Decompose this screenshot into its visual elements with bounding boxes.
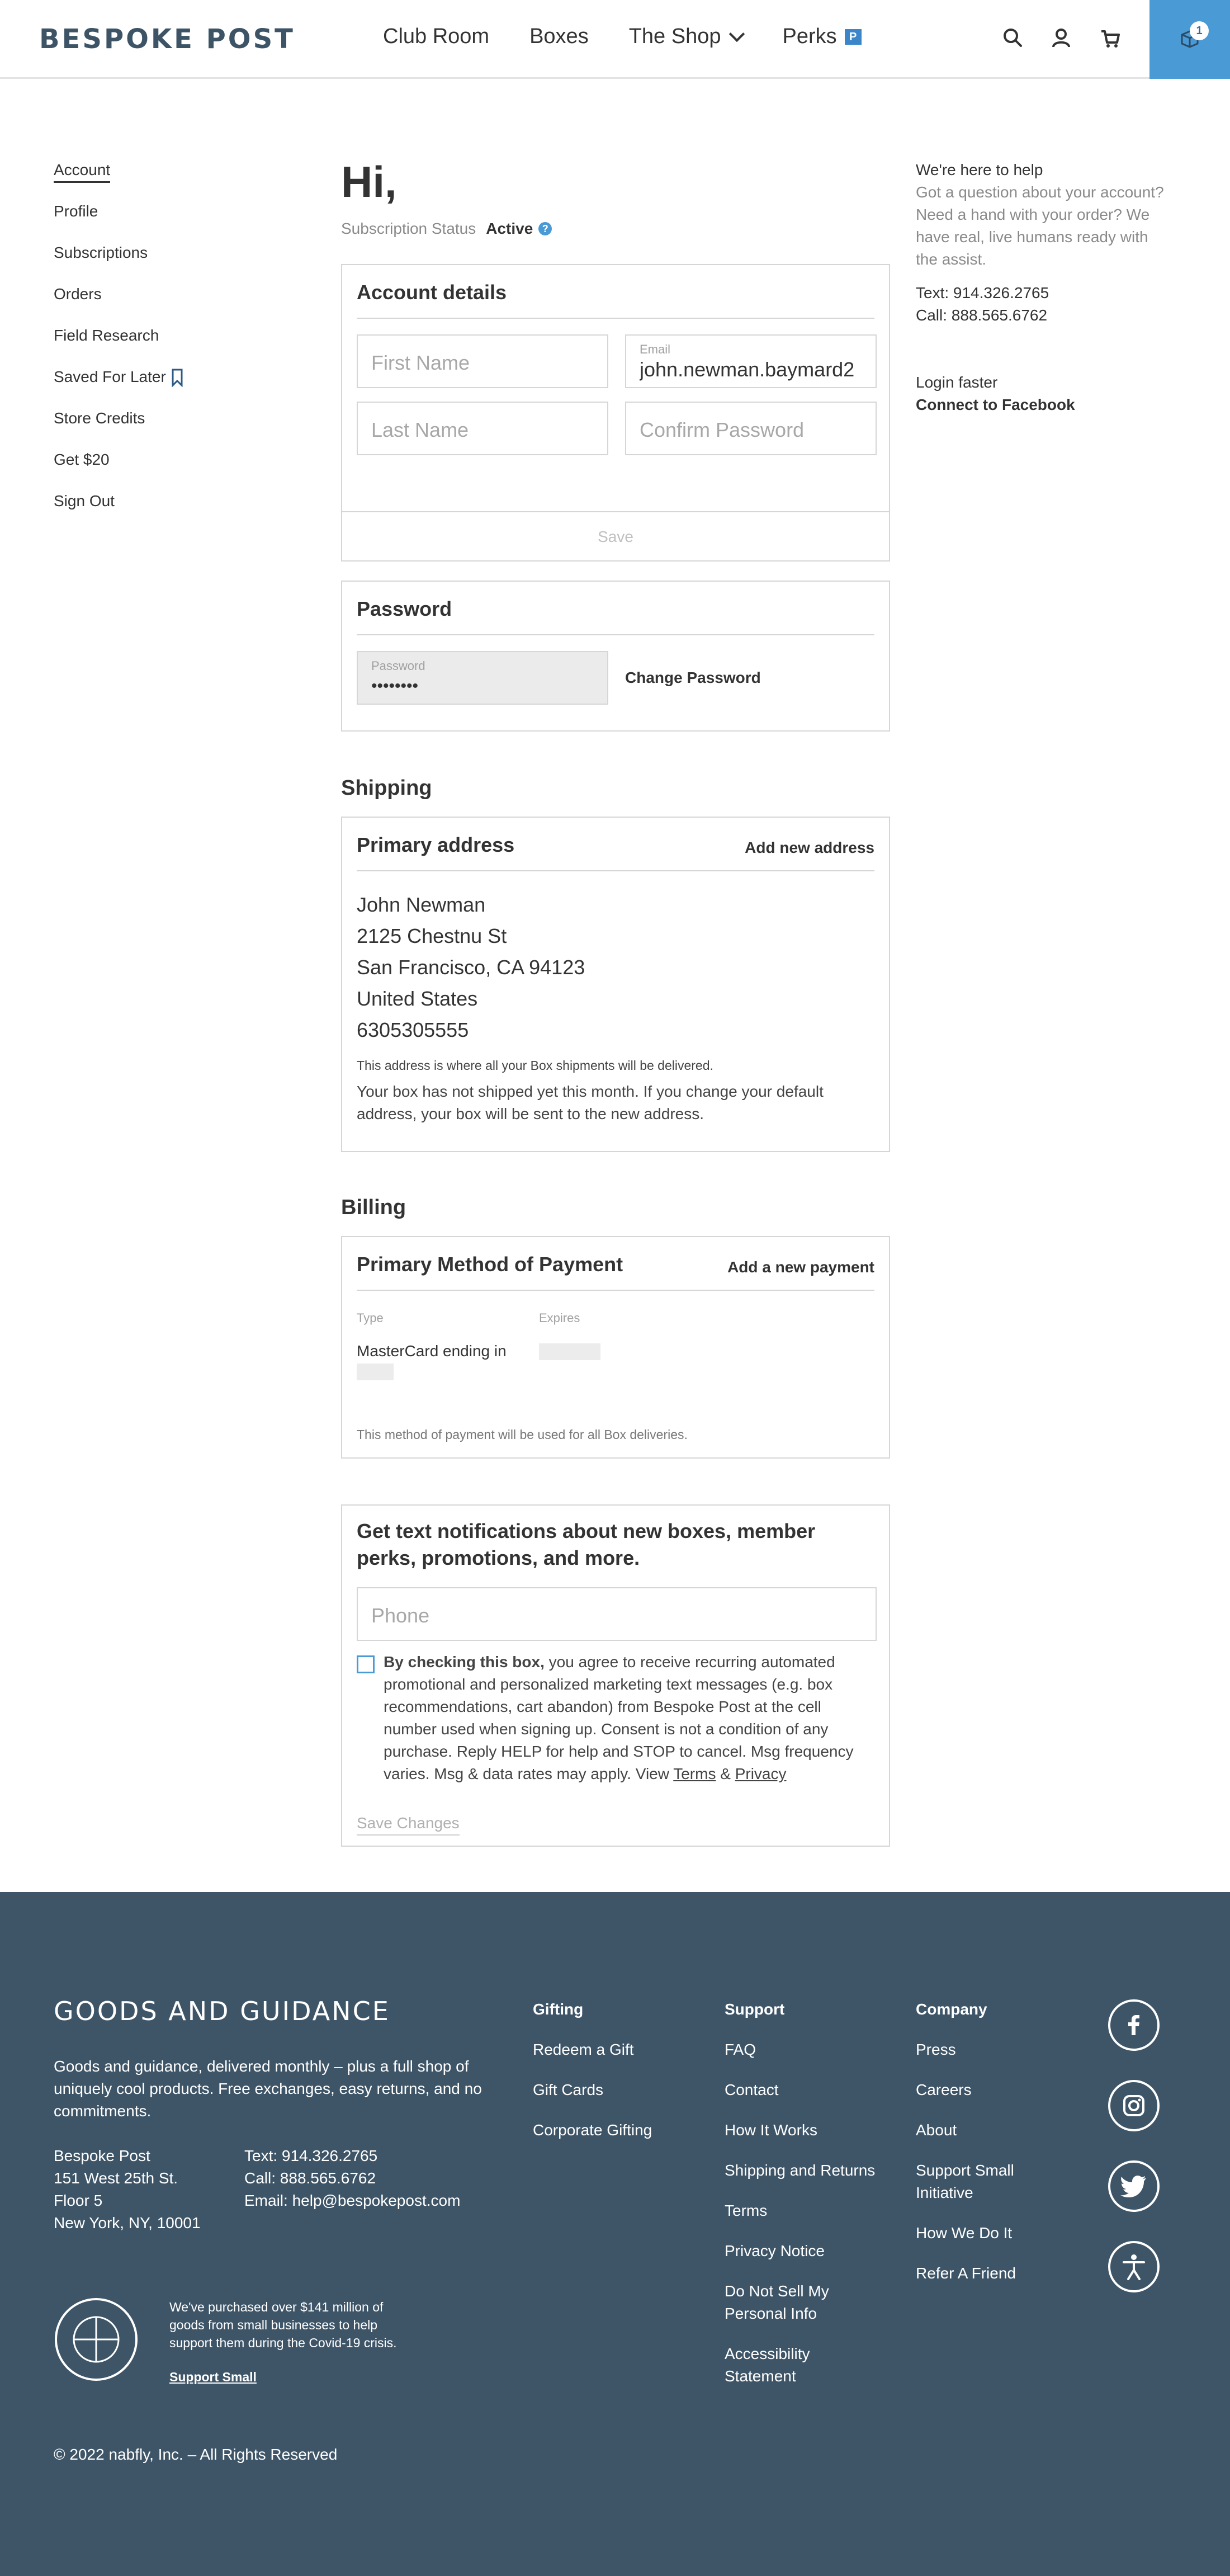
account-details-card	[341, 264, 890, 562]
sidebar-item-label: Account	[54, 161, 110, 183]
support-small-link[interactable]: Support Small	[169, 2370, 257, 2384]
footer-link-how-it-works[interactable]: How It Works	[725, 2121, 817, 2139]
password-label: Password	[371, 659, 425, 673]
footer-link-faq[interactable]: FAQ	[725, 2041, 756, 2058]
billing-card	[341, 1236, 890, 1459]
search-icon[interactable]	[1001, 26, 1025, 50]
footer-link-refer-friend[interactable]: Refer A Friend	[916, 2264, 1016, 2282]
footer-company-heading: Company	[916, 2001, 987, 2018]
ampersand: &	[716, 1765, 735, 1782]
footer-support	[725, 2001, 892, 2388]
support-small-text: We've purchased over $141 million of goods from small businesses to help support them during the Covid-19 crisis.	[169, 2300, 397, 2350]
footer-company	[916, 2001, 1072, 2285]
help-body: Got a question about your account? Need a hand with your order? We have real, live humans ready with the assist.	[916, 183, 1164, 268]
sidebar-item-label: Profile	[54, 202, 98, 220]
footer-link-shipping-returns[interactable]: Shipping and Returns	[725, 2162, 876, 2179]
card-description: MasterCard ending in	[357, 1342, 507, 1360]
footer-contact-line[interactable]: Call: 888.565.6762	[244, 2169, 376, 2187]
email-field[interactable]	[625, 334, 877, 388]
footer-link-privacy-notice[interactable]: Privacy Notice	[725, 2242, 825, 2259]
divider	[357, 318, 874, 319]
divider	[357, 634, 874, 635]
footer-link-about[interactable]: About	[916, 2121, 957, 2139]
copyright: © 2022 nabfly, Inc. – All Rights Reserved	[54, 2446, 338, 2463]
password-value: ••••••••	[371, 677, 419, 695]
footer-address-line: 151 West 25th St.	[54, 2169, 178, 2187]
privacy-link[interactable]: Privacy	[735, 1765, 787, 1782]
sidebar-item-label: Sign Out	[54, 492, 115, 509]
card-digits-placeholder	[357, 1364, 394, 1380]
box-cart-button[interactable]	[1149, 0, 1230, 79]
last-name-field[interactable]	[357, 402, 608, 455]
subscription-status-value: Active	[486, 220, 533, 237]
footer-address-line: Floor 5	[54, 2192, 103, 2209]
sidebar-item-label: Saved For Later	[54, 368, 166, 385]
main-nav	[383, 25, 902, 49]
sidebar-item-subscriptions[interactable]	[54, 244, 184, 285]
footer-link-press[interactable]: Press	[916, 2041, 956, 2058]
sms-title: Get text notifications about new boxes, member perks, promotions, and more.	[357, 1520, 816, 1569]
footer-address-line: New York, NY, 10001	[54, 2214, 201, 2231]
expiry-placeholder	[539, 1343, 600, 1360]
subscription-status	[341, 220, 889, 238]
sidebar-item-store-credits[interactable]	[54, 409, 184, 451]
facebook-glyph-icon	[1122, 2013, 1146, 2037]
nav-perks[interactable]	[783, 25, 862, 49]
shipping-card	[341, 817, 890, 1152]
nav-boxes[interactable]	[529, 25, 589, 49]
footer-link-contact[interactable]: Contact	[725, 2081, 779, 2098]
address-change-note: Your box has not shipped yet this month. If you change your default address, your box will be sent to the new address.	[357, 1083, 824, 1122]
site-logo[interactable]: BESPOKE POST	[39, 23, 295, 55]
facebook-icon[interactable]	[1108, 1999, 1160, 2051]
type-label: Type	[357, 1311, 384, 1325]
divider	[357, 1290, 874, 1291]
sidebar-item-label: Field Research	[54, 327, 159, 344]
save-button[interactable]: Save	[342, 511, 889, 560]
footer-link-accessibility[interactable]: Accessibility Statement	[725, 2345, 810, 2385]
twitter-glyph-icon	[1120, 2175, 1147, 2197]
footer-link-corporate-gifting[interactable]: Corporate Gifting	[533, 2121, 652, 2139]
footer-address-line: Bespoke Post	[54, 2147, 150, 2164]
footer-gifting	[533, 2001, 701, 2141]
sidebar-item-get-20[interactable]	[54, 451, 184, 492]
nav-the-shop-label: The Shop	[628, 25, 721, 48]
footer-link-redeem-gift[interactable]: Redeem a Gift	[533, 2041, 634, 2058]
help-panel	[916, 161, 1173, 416]
support-small-badge-icon	[54, 2297, 139, 2382]
last-name-placeholder: Last Name	[371, 418, 469, 441]
consent-bold: By checking this box,	[384, 1653, 545, 1671]
address-name: John Newman	[357, 893, 486, 916]
payment-note: This method of payment will be used for all Box deliveries.	[357, 1427, 688, 1442]
footer-link-gift-cards[interactable]: Gift Cards	[533, 2081, 604, 2098]
nav-boxes-label: Boxes	[529, 25, 589, 48]
account-details-title: Account details	[357, 281, 507, 304]
nav-club-room-label: Club Room	[383, 25, 490, 48]
accessibility-icon[interactable]	[1108, 2241, 1160, 2292]
nav-the-shop[interactable]	[629, 25, 742, 49]
subscription-status-label: Subscription Status	[341, 220, 476, 237]
shipping-heading: Shipping	[341, 776, 432, 800]
footer-contact-line[interactable]: Text: 914.326.2765	[244, 2147, 378, 2164]
change-password-link[interactable]: Change Password	[625, 669, 761, 686]
perks-badge-icon: P	[845, 29, 862, 45]
footer-gifting-heading: Gifting	[533, 2001, 584, 2018]
footer-contact-line[interactable]: Email: help@bespokepost.com	[244, 2192, 461, 2209]
sidebar-item-profile[interactable]	[54, 202, 184, 244]
billing-heading: Billing	[341, 1196, 406, 1219]
bookmark-icon	[171, 368, 184, 387]
add-new-address-link[interactable]: Add new address	[745, 839, 874, 856]
sidebar-item-label: Store Credits	[54, 409, 145, 427]
footer-link-careers[interactable]: Careers	[916, 2081, 972, 2098]
sms-card	[341, 1504, 890, 1847]
sms-consent-checkbox[interactable]	[357, 1655, 375, 1673]
phone-field[interactable]	[357, 1587, 877, 1641]
email-value: john.newman.baymard2	[640, 358, 855, 381]
first-name-placeholder: First Name	[371, 351, 470, 374]
account-icon[interactable]	[1049, 26, 1073, 50]
footer-tagline: Goods and guidance, delivered monthly – plus a full shop of uniquely cool products. Free exchanges, easy returns, and no commitments.	[54, 2058, 482, 2120]
nav-perks-label: Perks	[782, 25, 837, 48]
site-footer	[0, 1892, 1230, 2576]
sidebar-item-sign-out[interactable]	[54, 492, 184, 534]
account-sidebar	[54, 161, 184, 534]
instagram-icon[interactable]	[1108, 2080, 1160, 2131]
sidebar-item-field-research[interactable]	[54, 327, 184, 368]
address-block	[357, 889, 585, 1046]
payment-title: Primary Method of Payment	[357, 1253, 623, 1276]
help-call-number[interactable]: Call: 888.565.6762	[916, 306, 1048, 324]
terms-link[interactable]: Terms	[673, 1765, 716, 1782]
save-changes-button[interactable]: Save Changes	[357, 1814, 460, 1836]
password-card	[341, 581, 890, 732]
footer-link-terms[interactable]: Terms	[725, 2202, 768, 2219]
instagram-glyph-icon	[1122, 2093, 1146, 2118]
footer-link-how-we-do-it[interactable]: How We Do It	[916, 2224, 1013, 2242]
email-label: Email	[640, 342, 671, 356]
login-faster-label: Login faster	[916, 374, 998, 391]
address-country: United States	[357, 987, 478, 1010]
sidebar-item-account[interactable]	[54, 161, 184, 202]
chevron-down-icon	[728, 26, 744, 41]
password-title: Password	[357, 597, 452, 620]
twitter-icon[interactable]	[1108, 2160, 1160, 2212]
sidebar-item-label: Orders	[54, 285, 102, 303]
footer-link-do-not-sell[interactable]: Do Not Sell My Personal Info	[725, 2282, 829, 2322]
divider	[357, 870, 874, 871]
help-title: We're here to help	[916, 161, 1043, 178]
sidebar-item-label: Get $20	[54, 451, 110, 468]
cart-count-badge: 1	[1190, 21, 1209, 40]
sidebar-item-orders[interactable]	[54, 285, 184, 327]
first-name-field[interactable]	[357, 334, 608, 388]
add-payment-link[interactable]: Add a new payment	[727, 1258, 874, 1276]
confirm-password-field[interactable]	[625, 402, 877, 455]
account-main	[341, 157, 889, 1832]
sidebar-item-saved-for-later[interactable]	[54, 368, 184, 409]
password-field	[357, 651, 608, 705]
address-street: 2125 Chestnu St	[357, 924, 507, 947]
footer-support-heading: Support	[725, 2001, 785, 2018]
confirm-password-placeholder: Confirm Password	[640, 418, 805, 441]
site-header	[0, 0, 1230, 79]
expires-label: Expires	[539, 1311, 580, 1325]
footer-link-support-small-initiative[interactable]: Support Small Initiative	[916, 2162, 1014, 2201]
nav-club-room[interactable]	[383, 25, 489, 49]
address-note: This address is where all your Box shipments will be delivered.	[357, 1058, 713, 1073]
sidebar-item-label: Subscriptions	[54, 244, 148, 261]
help-text-number[interactable]: Text: 914.326.2765	[916, 284, 1049, 301]
consent-body: you agree to receive recurring automated promotional and personalized marketing text messages (e.g. box recommendations, cart abandon) from Bespoke Post at the cell number used when signing up. Consent is not a condition of any purchase. Reply HELP for help and STOP to cancel. Msg frequency varies. Msg & data rates may apply. View	[384, 1653, 854, 1782]
connect-facebook-link[interactable]: Connect to Facebook	[916, 396, 1075, 413]
footer-contact	[244, 2145, 460, 2212]
sms-consent-text	[384, 1651, 864, 1785]
cart-icon[interactable]	[1098, 26, 1123, 50]
primary-address-title: Primary address	[357, 833, 515, 856]
accessibility-glyph-icon	[1122, 2253, 1146, 2280]
page-title: Hi,	[341, 157, 397, 206]
phone-placeholder: Phone	[371, 1604, 430, 1627]
help-icon[interactable]: ?	[538, 222, 552, 235]
footer-logo: GOODS AND GUIDANCE	[54, 1996, 390, 2026]
address-phone: 6305305555	[357, 1018, 469, 1041]
footer-address	[54, 2145, 201, 2234]
address-city: San Francisco, CA 94123	[357, 956, 585, 979]
